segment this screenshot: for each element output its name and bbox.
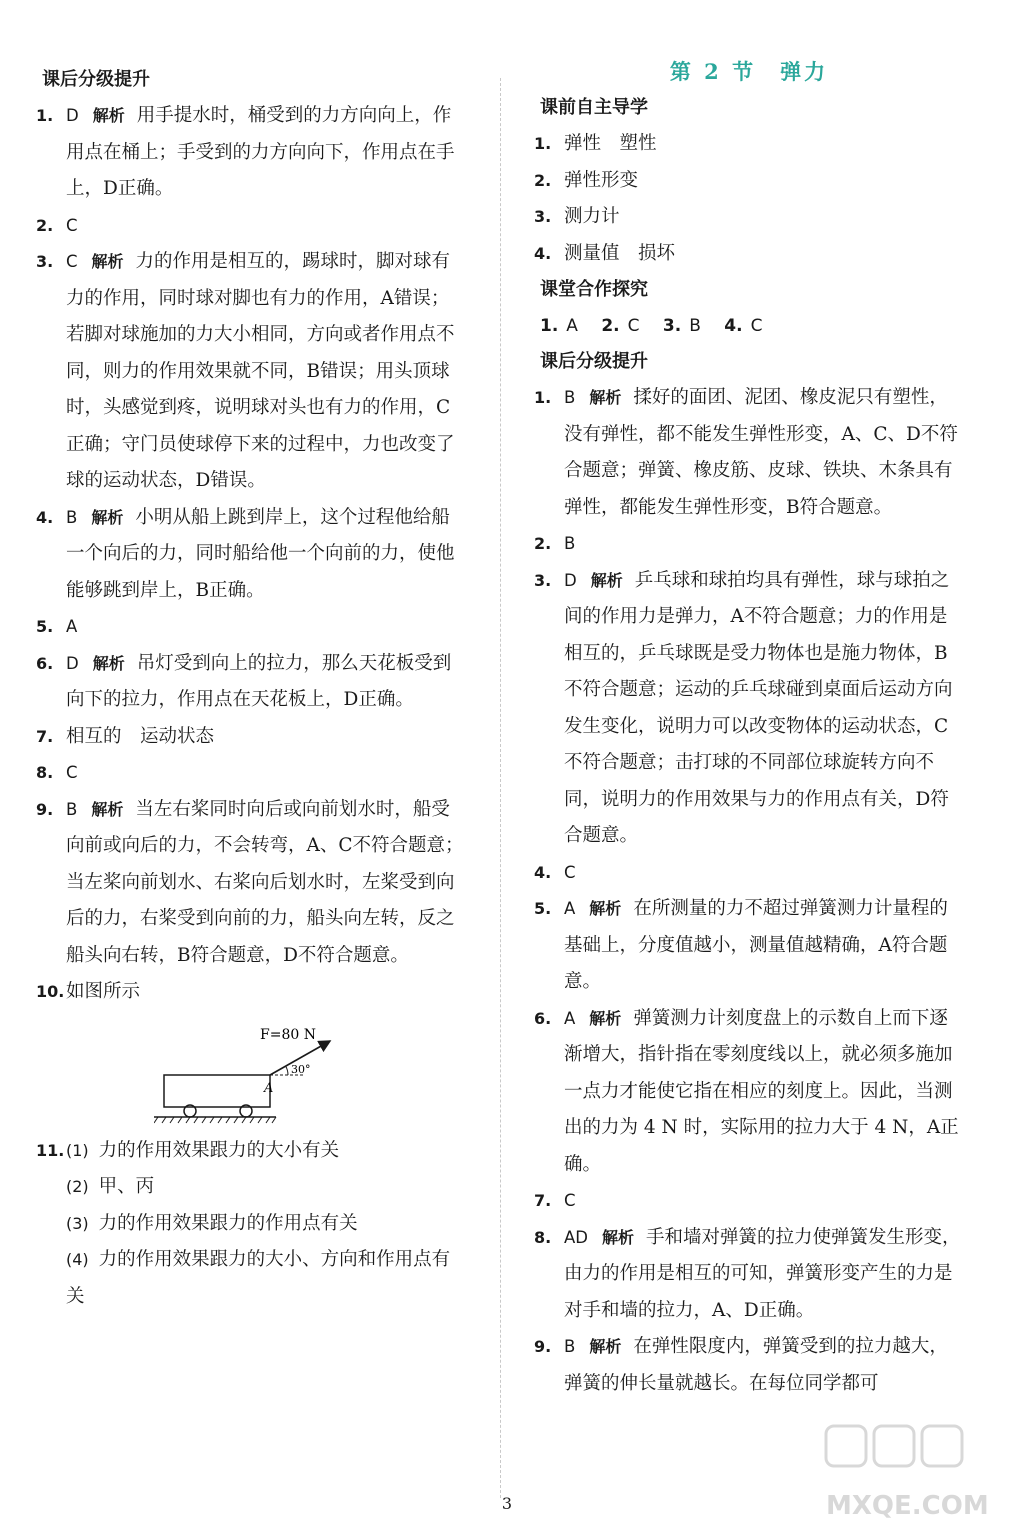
item-number: 7. [36,726,54,746]
analysis-text: 用手提水时，桶受到的力方向向上，作用点在桶上；手受到的力方向向下，作用点在手上，D正确。 [66,105,455,199]
answer-item [36,500,466,610]
item-number: 5. [534,899,552,918]
answer-item [534,855,964,892]
analysis-text: 在所测量的力不超过弹簧测力计量程的基础上，分度值越小，测量值越精确，A符合题意。 [564,898,948,992]
ground-hatching [154,1117,276,1123]
item-number: 7. [534,1191,552,1210]
answer-text: 相互的 运动状态 [66,725,215,747]
answer-item [534,163,964,200]
answer-item [534,199,964,236]
analysis-text: 力的作用是相互的，踢球时，脚对球有力的作用，同时球对脚也有力的作用，A错误；若脚对球施加的力大小相同，方向或者作用点不同，则力的作用效果就不同，B错误；用头顶球时，头感觉到疼，说明球对头也有力的作用，C正确；守门员使球停下来的过程中，力也改变了球的运动状态，D错误。 [66,251,455,491]
force-diagram [154,1019,354,1127]
watermark-logo [820,1418,1000,1528]
answer-item [36,792,466,975]
analysis-tag: 解析 [589,1337,622,1356]
analysis-text: 弹簧测力计刻度盘上的示数自上而下逐渐增大，指针指在零刻度线以上，就必须多施加一点力才能使它指在相应的刻度上。因此，当测出的力为 4 N 时，实际用的拉力大于 4 N，A正确。 [564,1007,959,1175]
item-number: 4. [534,243,552,263]
analysis-text: 揉好的面团、泥团、橡皮泥只有塑性，没有弹性，都不能发生弹性形变，A、C、D不符合题意；弹簧、橡皮筋、皮球、铁块、木条具有弹性，都能发生弹性形变，B符合题意。 [564,387,958,518]
analysis-tag: 解析 [589,388,622,407]
answer-item [534,526,964,563]
sub-number: (1) [66,1140,89,1160]
answer-letter: B [689,316,701,336]
right-column [534,59,964,1402]
sub-answer [66,1242,466,1315]
item-number: 6. [534,1008,552,1028]
sub-number: (2) [66,1177,89,1196]
answer-letter: AD [564,1227,588,1247]
analysis-tag: 解析 [91,799,124,819]
item-number: 3. [534,207,552,226]
answer-text: 弹性形变 [564,169,639,191]
section-title: 第 2 节 弹力 [669,59,829,84]
item-number: 3. [36,252,54,271]
answer-letter: C [627,316,640,336]
answer-item [534,1001,964,1184]
answer-item [534,563,964,855]
analysis-text: 在弹性限度内，弹簧受到的拉力越大，弹簧的伸长量就越长。在每位同学都可 [564,1336,948,1394]
item-number: 2. [534,534,552,553]
answer-letter: D [66,653,79,673]
answer-text: 测力计 [564,206,620,227]
answer-text: 测量值 损坏 [564,242,676,264]
analysis-text: 小明从船上跳到岸上，这个过程他给船一个向后的力，同时船给他一个向前的力，使他能够跳到岸上，B正确。 [66,506,455,601]
item-number: 4. [724,316,743,336]
answer-item [36,719,466,756]
answer-letter: D [66,106,79,125]
angle-label: 30° [291,1062,311,1076]
item-number: 2. [36,215,54,235]
answer-letter: B [66,507,78,527]
answer-letter: C [564,862,576,882]
item-number: 3. [534,570,552,590]
analysis-text: 吊灯受到向上的拉力，那么天花板受到向下的拉力，作用点在天花板上，D正确。 [66,652,452,710]
answer-item [36,98,466,208]
answer-item [36,609,466,646]
item-number: 2. [601,316,620,336]
analysis-tag: 解析 [91,252,124,271]
section-heading: 课前自主导学 [540,97,648,118]
analysis-tag: 解析 [589,1008,622,1028]
inline-answers [534,308,964,344]
item-number: 1. [534,388,552,407]
answer-item [534,1183,964,1220]
item-number: 9. [534,1337,552,1356]
answer-text: 如图所示 [66,981,141,1002]
analysis-tag: 解析 [589,899,622,918]
analysis-text: 乒乓球和球拍均具有弹性，球与球拍之间的作用力是弹力，A不符合题意；力的作用是相互的，乒乓球既是受力物体也是施力物体，B不符合题意；运动的乒乓球碰到桌面后运动方向发生变化，说明力可以改变物体的运动状态，C不符合题意；击打球的不同部位球旋转方向不同，说明力的作用效果与力的作用点有关，D符合题意。 [564,569,953,846]
answer-item [534,1329,964,1402]
answer-letter: A [66,617,78,636]
angle-arc [286,1066,288,1075]
answer-item [36,244,466,500]
answer-letter: B [564,1337,576,1356]
sub-number: (4) [66,1250,89,1269]
watermark-text: MXQE.COM [826,1491,989,1521]
section-heading: 课后分级提升 [42,69,150,90]
analysis-text: 手和墙对弹簧的拉力使弹簧发生形变，由力的作用是相互的可知，弹簧形变产生的力是对手和墙的拉力，A、D正确。 [564,1226,961,1321]
answer-item [36,646,466,719]
item-number: 9. [36,799,54,819]
answer-letter: A [564,899,576,918]
sub-text: 甲、丙 [98,1176,155,1197]
answer-item [36,208,466,245]
answer-letter: B [564,388,576,407]
answer-item [36,755,466,792]
cart-body [164,1075,270,1107]
page-number: 3 [501,1494,513,1513]
force-label: F=80 N [260,1026,316,1043]
answer-text: 弹性 塑性 [564,133,657,154]
item-number: 4. [36,507,54,527]
analysis-text: 当左右桨同时向后或向前划水时，船受向前或向后的力，不会转弯，A、C不符合题意；当左桨向前划水、右桨向后划水时，左桨受到向后的力，右桨受到向前的力，船头向左转，反之船头向右转，B符合题意，D不符合题意。 [66,798,464,966]
section-heading: 课后分级提升 [540,351,648,372]
item-number: 1. [36,106,54,125]
analysis-tag: 解析 [602,1227,635,1247]
item-number: 8. [36,763,54,782]
cart-force-svg [154,1019,354,1127]
section-heading: 课堂合作探究 [540,279,648,300]
answer-item [534,380,964,526]
point-label: A [264,1080,274,1096]
answer-item [534,891,964,1001]
answer-letter: B [66,799,78,819]
column-divider [500,78,501,1498]
answer-item [534,236,964,273]
item-number: 2. [534,170,552,190]
sub-text: 力的作用效果跟力的大小有关 [98,1139,340,1161]
answer-letter: C [750,316,763,336]
answer-letter: C [66,252,78,271]
item-number: 3. [662,316,682,336]
item-number: 1. [534,134,552,153]
answer-letter: B [564,534,576,553]
analysis-tag: 解析 [92,653,125,673]
item-number: 5. [36,617,54,636]
analysis-tag: 解析 [590,570,623,590]
analysis-tag: 解析 [92,106,125,125]
answer-item [36,974,466,1011]
answer-item [534,1220,964,1330]
answer-letter: C [564,1191,576,1210]
answer-letter: D [564,570,577,590]
analysis-tag: 解析 [91,507,124,527]
sub-text: 力的作用效果跟力的大小、方向和作用点有关 [66,1249,451,1307]
answer-item-11 [36,1133,466,1316]
item-number: 4. [534,862,552,882]
answer-letter: C [66,763,78,782]
item-number: 6. [36,653,54,673]
sub-text: 力的作用效果跟力的作用点有关 [98,1212,358,1234]
sub-answer [66,1133,466,1170]
answer-letter: A [564,1008,576,1028]
sub-answer [66,1206,466,1243]
item-number: 8. [534,1227,552,1247]
item-number: 11. [36,1140,65,1160]
answer-letter: A [566,316,578,336]
sub-answer [66,1169,466,1206]
item-number: 1. [540,316,559,336]
item-number: 10. [36,982,65,1001]
answer-item [534,126,964,163]
sub-number: (3) [66,1213,89,1233]
answer-letter: C [66,215,78,235]
left-column [36,62,466,1315]
